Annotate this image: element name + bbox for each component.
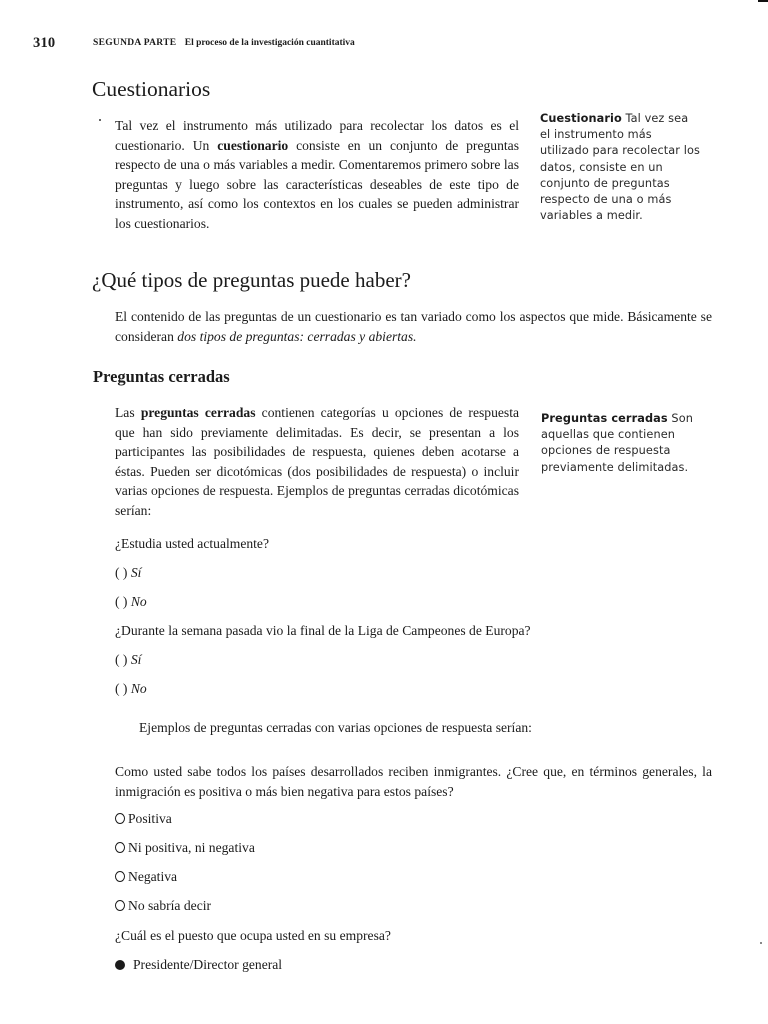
section-heading-tipos: ¿Qué tipos de preguntas puede haber? <box>92 268 411 292</box>
margin-note-preguntas-cerradas: Preguntas cerradas Son aquellas que contienen opciones de respuesta previamente delimitadas. <box>541 412 693 474</box>
multiple-choice-intro: Ejemplos de preguntas cerradas con varias opciones de respuesta serían: <box>139 720 532 735</box>
paragraph-cuestionarios: Tal vez el instrumento más utilizado para recolectar los datos es el cuestionario. Un cuestionario consiste en un conjunto de preguntas respecto de una o más variables a medir. Comentaremos primero sobre las preguntas y luego sobre las características deseables de este tipo de instrumento, así como los contextos en los cuales se pueden administrar los cuestionarios. <box>115 118 519 231</box>
answer-option-si: ( ) Sí <box>115 565 142 580</box>
margin-note-cuestionario: Cuestionario Tal vez sea el instrumento más utilizado para recolectar los datos, consiste en un conjunto de preguntas respecto de una o más variables a medir. <box>540 112 700 223</box>
open-circle-icon <box>115 842 125 853</box>
section-heading-cuestionarios: Cuestionarios <box>92 77 211 101</box>
example-question-1: ¿Estudia usted actualmente? <box>115 536 269 551</box>
scan-speck <box>760 942 762 944</box>
scan-speck <box>99 119 101 121</box>
answer-option: Positiva <box>115 811 172 827</box>
open-circle-icon <box>115 871 125 882</box>
example-question-inmigracion: Como usted sabe todos los países desarrollados reciben inmigrantes. ¿Cree que, en términos generales, la inmigración es positiva o más bien negativa para estos países? <box>115 764 712 799</box>
answer-option: No sabría decir <box>115 898 211 914</box>
answer-option-no: ( ) No <box>115 681 147 696</box>
paragraph-cerradas: Las preguntas cerradas contienen categorías u opciones de respuesta que han sido previamente delimitadas. Es decir, se presentan a los participantes las posibilidades de respuesta, quienes deben acotarse a éstas. Pueden ser dicotómicas (dos posibilidades de respuesta) o incluir varias opciones de respuesta. Ejemplos de preguntas cerradas dicotómicas serían: <box>115 405 520 518</box>
running-header <box>93 38 355 48</box>
corner-scan-mark <box>758 0 768 2</box>
answer-option: Presidente/Director general <box>115 957 282 973</box>
page-number: 310 <box>33 35 56 51</box>
answer-option-si: ( ) Sí <box>115 652 142 667</box>
answer-option: Ni positiva, ni negativa <box>115 840 255 856</box>
running-header-title: El proceso de la investigación cuantitativa <box>184 38 355 48</box>
filled-bullet-icon <box>115 960 125 970</box>
subsection-heading-cerradas: Preguntas cerradas <box>93 367 230 386</box>
example-question-2: ¿Durante la semana pasada vio la final de la Liga de Campeones de Europa? <box>115 623 531 638</box>
answer-option: Negativa <box>115 869 177 885</box>
paragraph-tipos: El contenido de las preguntas de un cuestionario es tan variado como los aspectos que mide. Básicamente se consideran dos tipos de preguntas: cerradas y abiertas. <box>115 309 712 344</box>
example-question-puesto: ¿Cuál es el puesto que ocupa usted en su empresa? <box>115 928 391 943</box>
running-header-part: SEGUNDA PARTE <box>93 38 177 48</box>
open-circle-icon <box>115 813 125 824</box>
answer-option-no: ( ) No <box>115 594 147 609</box>
open-circle-icon <box>115 900 125 911</box>
